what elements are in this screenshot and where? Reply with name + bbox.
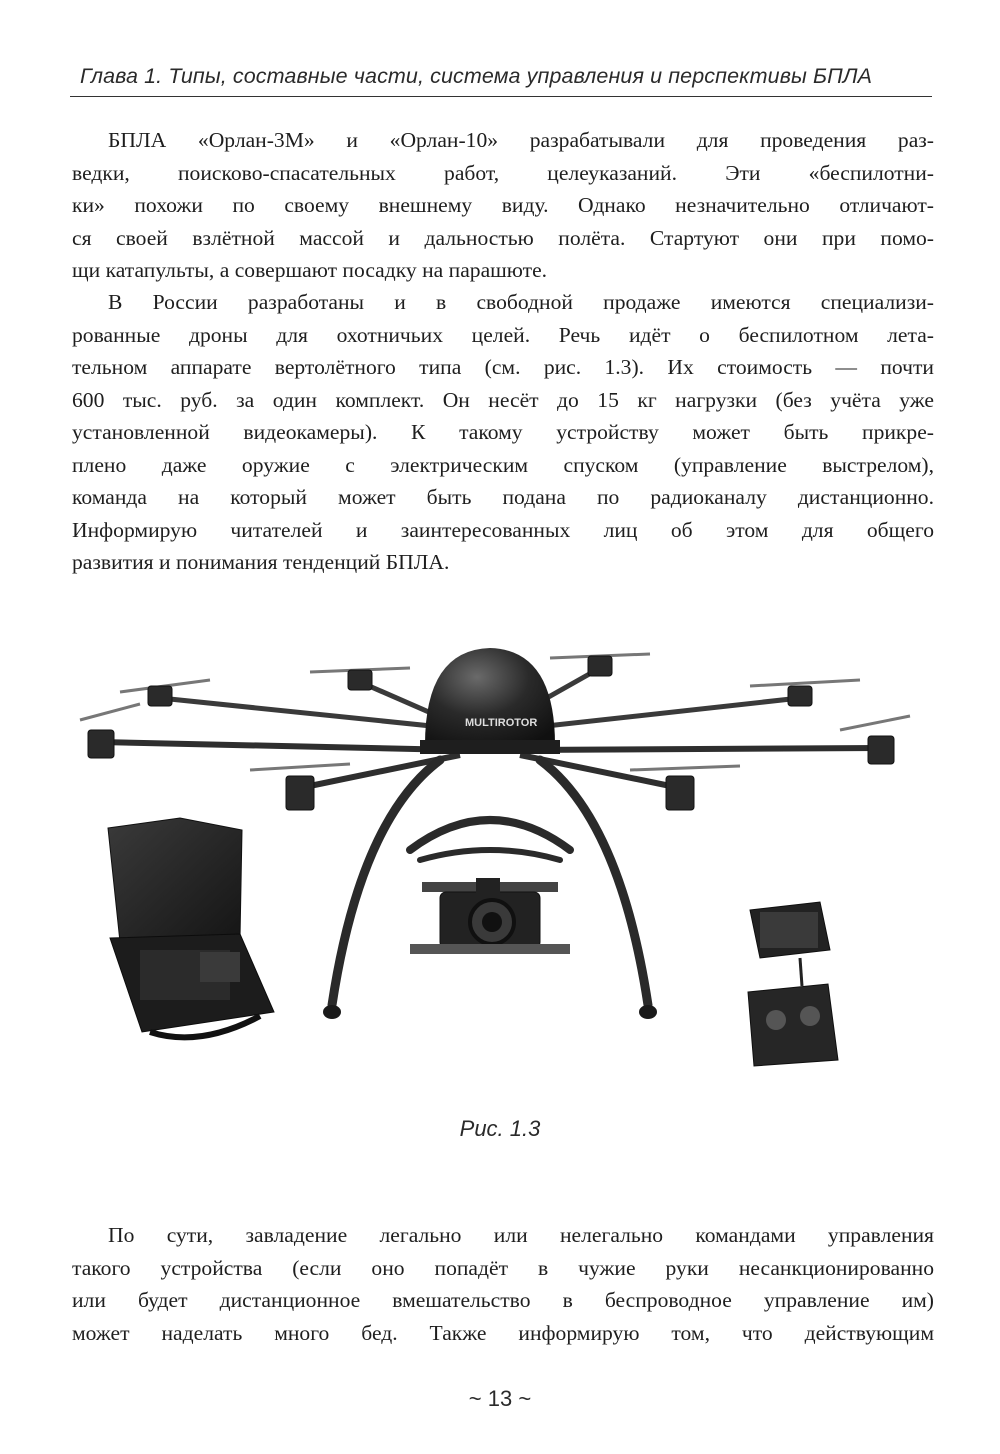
paragraph-1 [72, 124, 934, 287]
text-line: тельном аппарате вертолётного типа (см. рис. 1.3). Их стоимость — почти [72, 355, 934, 379]
figure-drone-photo [60, 620, 940, 1090]
text-line: рованные дроны для охотничьих целей. Речь идёт о беспилотном лета- [72, 322, 934, 347]
chapter-title: Глава 1. Типы, составные части, система управления и перспективы БПЛА [80, 64, 873, 88]
text-line: Информирую читателей и заинтересованных лиц об этом для общего [72, 517, 934, 542]
running-header [70, 58, 932, 97]
text-line: По сути, завладение легально или нелегально командами управления [108, 1223, 934, 1247]
text-line: развития и понимания тенденций БПЛА. [72, 550, 450, 574]
paragraph-3 [72, 1219, 934, 1349]
text-line: БПЛА «Орлан-3М» и «Орлан-10» разрабатывали для проведения раз- [108, 128, 934, 152]
text-line: или будет дистанционное вмешательство в беспроводное управление им) [72, 1288, 934, 1312]
remote-controller [748, 902, 838, 1066]
dome-label: MULTIROTOR [465, 717, 538, 729]
text-line: ки» похожи по своему внешнему виду. Однако незначительно отличают- [72, 193, 934, 217]
octocopter-illustration [60, 620, 940, 1090]
foot-left [323, 1005, 341, 1019]
text-line: 600 тыс. руб. за один комплект. Он несёт до 15 кг нагрузки (без учёта уже [72, 387, 934, 412]
foot-right [639, 1005, 657, 1019]
text-line: щи катапульты, а совершают посадку на парашюте. [72, 258, 548, 282]
text-line: В России разработаны и в свободной продаже имеются специализи- [108, 290, 934, 314]
text-line: установленной видеокамеры). К такому устройству может быть прикре- [72, 420, 934, 444]
text-line: плено даже оружие с электрическим спуском (управление выстрелом), [72, 452, 934, 477]
equipment-case [108, 818, 274, 1037]
text-line: может наделать много бед. Также информирую том, что действующим [72, 1320, 934, 1345]
text-line: ведки, поисково-спасательных работ, целеуказаний. Эти «беспилотни- [72, 160, 934, 185]
figure-caption: Рис. 1.3 [459, 1116, 541, 1141]
text-line: ся своей взлётной массой и дальностью полёта. Стартуют они при помо- [72, 225, 934, 250]
page-number: ~ 13 ~ [468, 1386, 532, 1411]
camera-gimbal [410, 878, 570, 954]
dome-body [420, 648, 560, 754]
text-line: команда на который может быть подана по радиоканалу дистанционно. [72, 485, 934, 509]
paragraph-2 [72, 286, 934, 579]
text-line: такого устройства (если оно попадёт в чужие руки несанкционированно [72, 1255, 934, 1280]
